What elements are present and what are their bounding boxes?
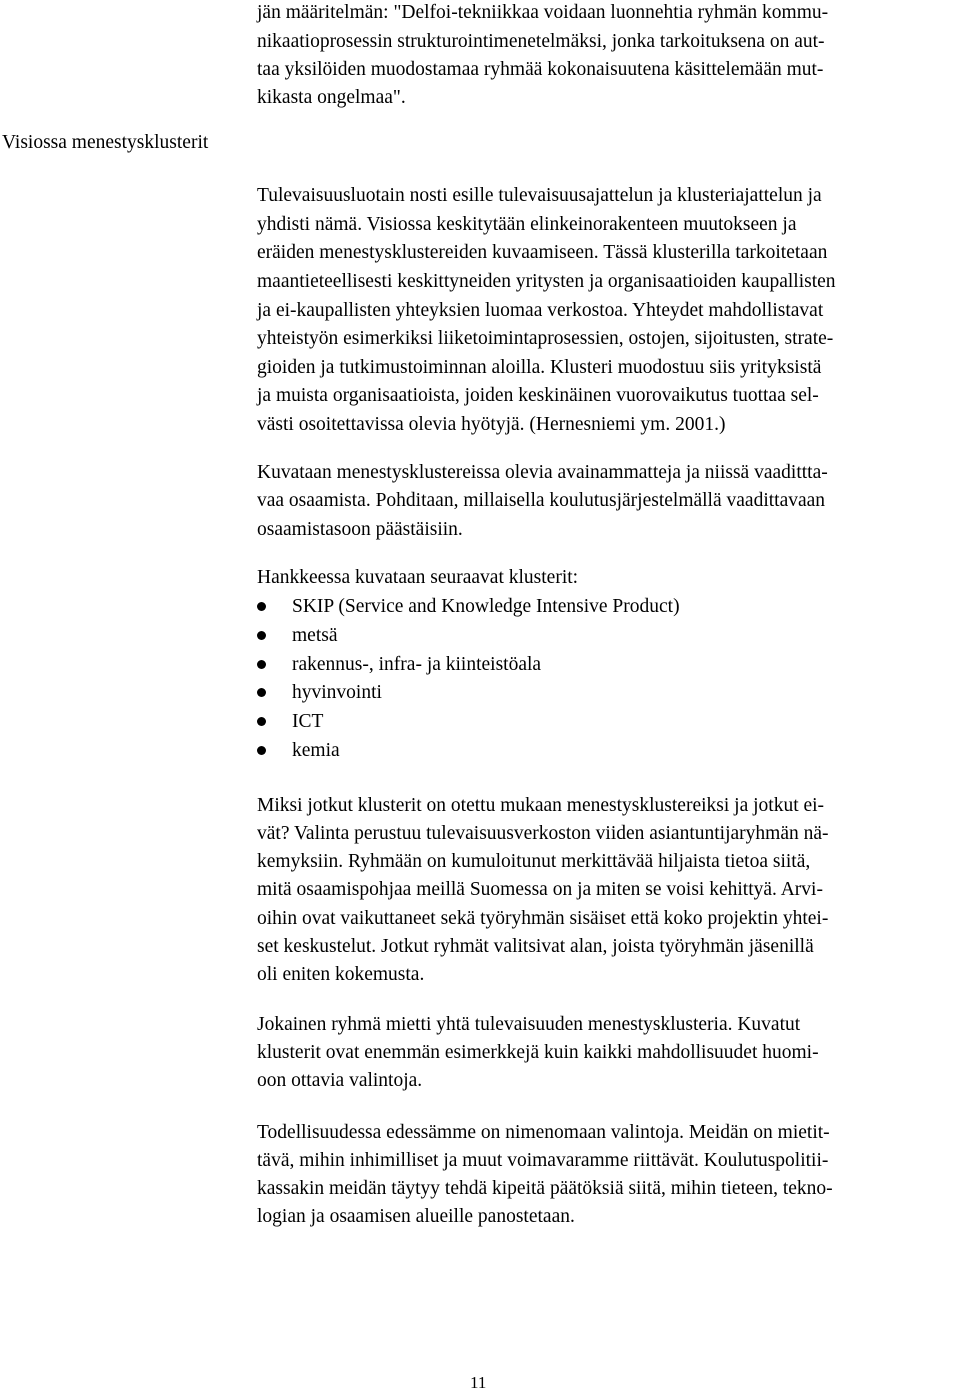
- text-line: ja muista organisaatioista, joiden keskinäinen vuorovaikutus tuottaa sel-: [257, 385, 819, 406]
- list-item-label: rakennus-, infra- ja kiinteistöala: [292, 654, 542, 675]
- bullet-icon: [257, 660, 266, 669]
- text-line: nikaatioprosessin strukturointimenetelmäksi, jonka tarkoituksena on aut-: [257, 31, 825, 52]
- page-number: 11: [470, 1373, 487, 1392]
- text-line: gioiden ja tutkimustoiminnan aloilla. Klusteri muodostuu siis yrityksistä: [257, 357, 822, 378]
- text-line: Jokainen ryhmä mietti yhtä tulevaisuuden menestysklusteria. Kuvatut: [257, 1014, 801, 1035]
- text-line: Kuvataan menestysklustereissa olevia avainammatteja ja niissä vaadittta-: [257, 462, 828, 483]
- bullet-icon: [257, 717, 266, 726]
- text-line: Miksi jotkut klusterit on otettu mukaan menestysklustereiksi ja jotkut ei-: [257, 795, 825, 816]
- text-line: vät? Valinta perustuu tulevaisuusverkoston viiden asiantuntijaryhmän nä-: [257, 823, 829, 844]
- text-line: tävä, mihin inhimilliset ja muut voimavaramme riittävät. Koulutuspolitii-: [257, 1150, 829, 1171]
- text-line: oihin ovat vaikuttaneet sekä työryhmän sisäiset että koko projektin yhtei-: [257, 908, 829, 929]
- margin-heading: Visiossa menestysklusterit: [2, 132, 209, 153]
- list-item-label: kemia: [292, 740, 340, 761]
- text-line: västi osoitettavissa olevia hyötyjä. (Hernesniemi ym. 2001.): [257, 414, 726, 435]
- text-line: kikasta ongelmaa".: [257, 87, 406, 108]
- list-intro: Hankkeessa kuvataan seuraavat klusterit:: [257, 567, 579, 588]
- text-line: ja ei-kaupallisten yhteyksien luomaa verkostoa. Yhteydet mahdollistavat: [257, 300, 824, 321]
- text-line: taa yksilöiden muodostamaa ryhmää kokonaisuutena käsittelemään mut-: [257, 59, 824, 80]
- text-line: oon ottavia valintoja.: [257, 1070, 423, 1091]
- text-line: set keskustelut. Jotkut ryhmät valitsivat alan, joista työryhmän jäsenillä: [257, 936, 814, 957]
- text-line: Tulevaisuusluotain nosti esille tulevaisuusajattelun ja klusteriajattelun ja: [257, 185, 822, 206]
- text-line: kemyksiin. Ryhmään on kumuloitunut merkittävää hiljaista tietoa siitä,: [257, 851, 811, 872]
- text-line: vaa osaamista. Pohditaan, millaisella koulutusjärjestelmällä vaadittavaan: [257, 490, 826, 511]
- bullet-icon: [257, 688, 266, 697]
- text-line: mitä osaamispohjaa meillä Suomessa on ja miten se voisi kehittyä. Arvi-: [257, 879, 823, 900]
- text-line: kassakin meidän täytyy tehdä kipeitä päätöksiä siitä, mihin tieteen, tekno-: [257, 1178, 833, 1199]
- text-line: oli eniten kokemusta.: [257, 964, 425, 985]
- text-line: osaamistasoon päästäisiin.: [257, 519, 463, 540]
- text-line: Todellisuudessa edessämme on nimenomaan valintoja. Meidän on mietit-: [257, 1122, 830, 1143]
- text-line: jän määritelmän: "Delfoi-tekniikkaa voidaan luonnehtia ryhmän kommu-: [257, 2, 829, 23]
- bullet-icon: [257, 746, 266, 755]
- text-line: yhteistyön esimerkiksi liiketoimintaprosessien, ostojen, sijoitusten, strate-: [257, 328, 834, 349]
- text-line: klusterit ovat enemmän esimerkkejä kuin kaikki mahdollisuudet huomi-: [257, 1042, 819, 1063]
- list-item-label: metsä: [292, 625, 338, 646]
- list-item-label: hyvinvointi: [292, 682, 382, 703]
- text-line: maantieteellisesti keskittyneiden yritysten ja organisaatioiden kaupallisten: [257, 271, 836, 292]
- text-line: yhdisti nämä. Visiossa keskitytään elinkeinorakenteen muutokseen ja: [257, 214, 797, 235]
- list-item-label: SKIP (Service and Knowledge Intensive Product): [292, 596, 680, 617]
- text-line: eräiden menestysklustereiden kuvaamiseen. Tässä klusterilla tarkoitetaan: [257, 242, 828, 263]
- bullet-icon: [257, 602, 266, 611]
- list-item-label: ICT: [292, 711, 324, 732]
- text-line: logian ja osaamisen alueille panostetaan.: [257, 1206, 575, 1227]
- bullet-icon: [257, 631, 266, 640]
